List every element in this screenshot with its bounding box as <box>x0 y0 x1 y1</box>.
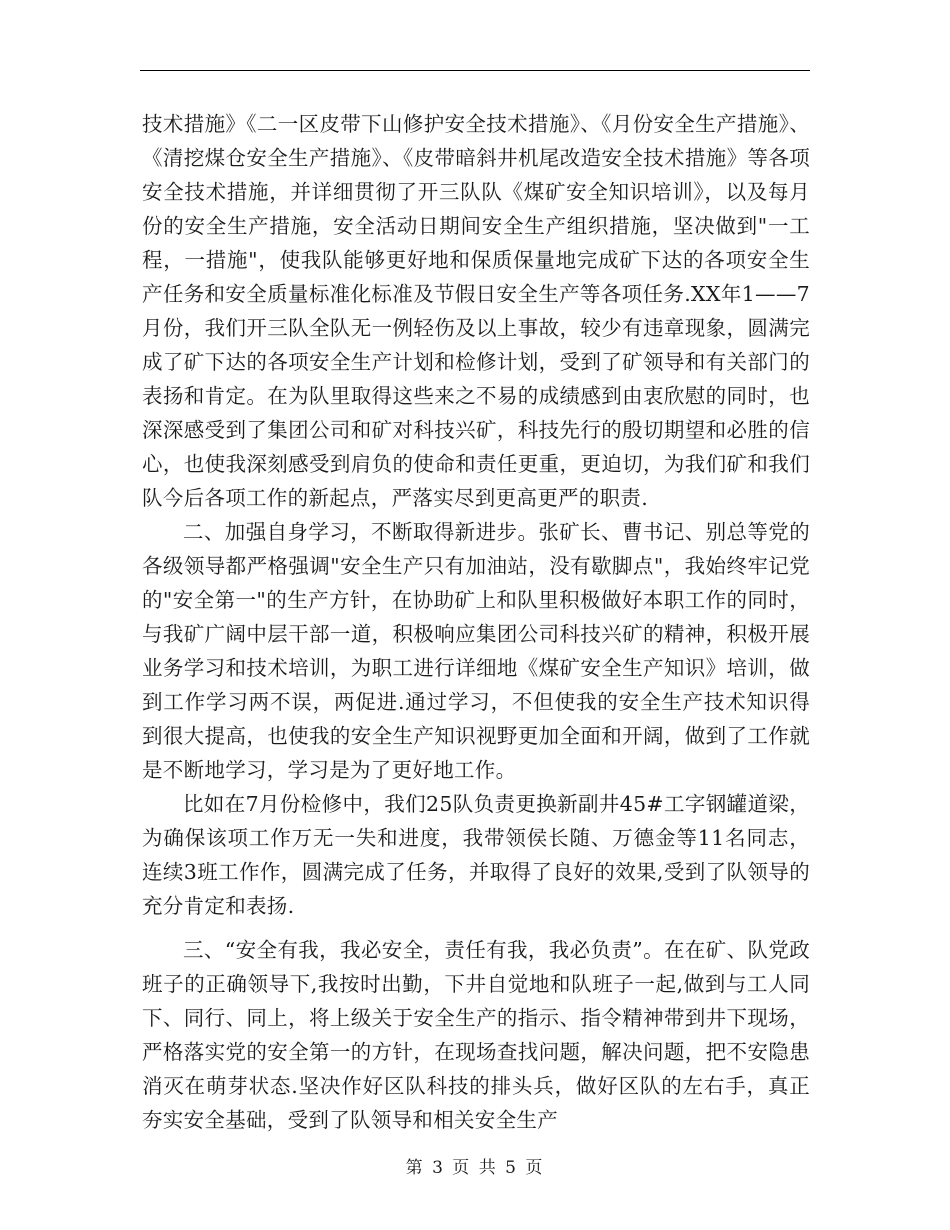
paragraph-4: 三、“安全有我，我必安全，责任有我，我必负责”。在在矿、队党政班子的正确领导下,我按时出勤，下井自觉地和队班子一起,做到与工人同下、同行、同上，将上级关于安全生产的指示、指令精神带到井下现场，严格落实党的安全第一的方针，在现场查找问题，解决问题，把不安隐患消灭在萌芽状态.坚决作好区队科技的排头兵，做好区队的左右手，真正夯实安全基础，受到了队领导和相关安全生产 <box>142 938 810 1132</box>
paragraph-3: 比如在7月份检修中，我们25队负责更换新副井45#工字钢罐道梁，为确保该项工作万无一失和进度，我带领侯长随、万德金等11名同志，连续3班工作作，圆满完成了任务，并取得了良好的效果,受到了队领导的充分肯定和表扬. <box>142 792 810 918</box>
paragraph-1: 技术措施》《二一区皮带下山修护安全技术措施》、《月份安全生产措施》、《清挖煤仓安全生产措施》、《皮带暗斜井机尾改造安全技术措施》等各项安全技术措施，并详细贯彻了开三队队《煤矿安全知识培训》，以及每月份的安全生产措施，安全活动日期间安全生产组织措施，坚决做到"一工程，一措施"，使我队能够更好地和保质保量地完成矿下达的各项安全生产任务和安全质量标准化标准及节假日安全生产等各项任务.XX年1——7月份，我们开三队全队无一例轻伤及以上事故，较少有违章现象，圆满完成了矿下达的各项安全生产计划和检修计划，受到了矿领导和有关部门的表扬和肯定。在为队里取得这些来之不易的成绩感到由衷欣慰的同时，也深深感受到了集团公司和矿对科技兴矿，科技先行的殷切期望和必胜的信心，也使我深刻感受到肩负的使命和责任更重，更迫切，为我们矿和我们队今后各项工作的新起点，严落实尽到更高更严的职责. <box>142 112 810 510</box>
paragraph-2: 二、加强自身学习，不断取得新进步。张矿长、曹书记、别总等党的各级领导都严格强调"安全生产只有加油站，没有歇脚点"，我始终牢记党的"安全第一"的生产方针，在协助矿上和队里积极做好本职工作的同时，与我矿广阔中层干部一道，积极响应集团公司科技兴矿的精神，积极开展业务学习和技术培训，为职工进行详细地《煤矿安全生产知识》培训，做到工作学习两不误，两促进.通过学习，不但使我的安全生产技术知识得到很大提高，也使我的安全生产知识视野更加全面和开阔，做到了工作就是不断地学习，学习是为了更好地工作。 <box>142 520 810 782</box>
document-body <box>142 107 810 1137</box>
header-rule <box>140 70 810 71</box>
page-number-footer: 第 3 页 共 5 页 <box>405 1158 545 1178</box>
